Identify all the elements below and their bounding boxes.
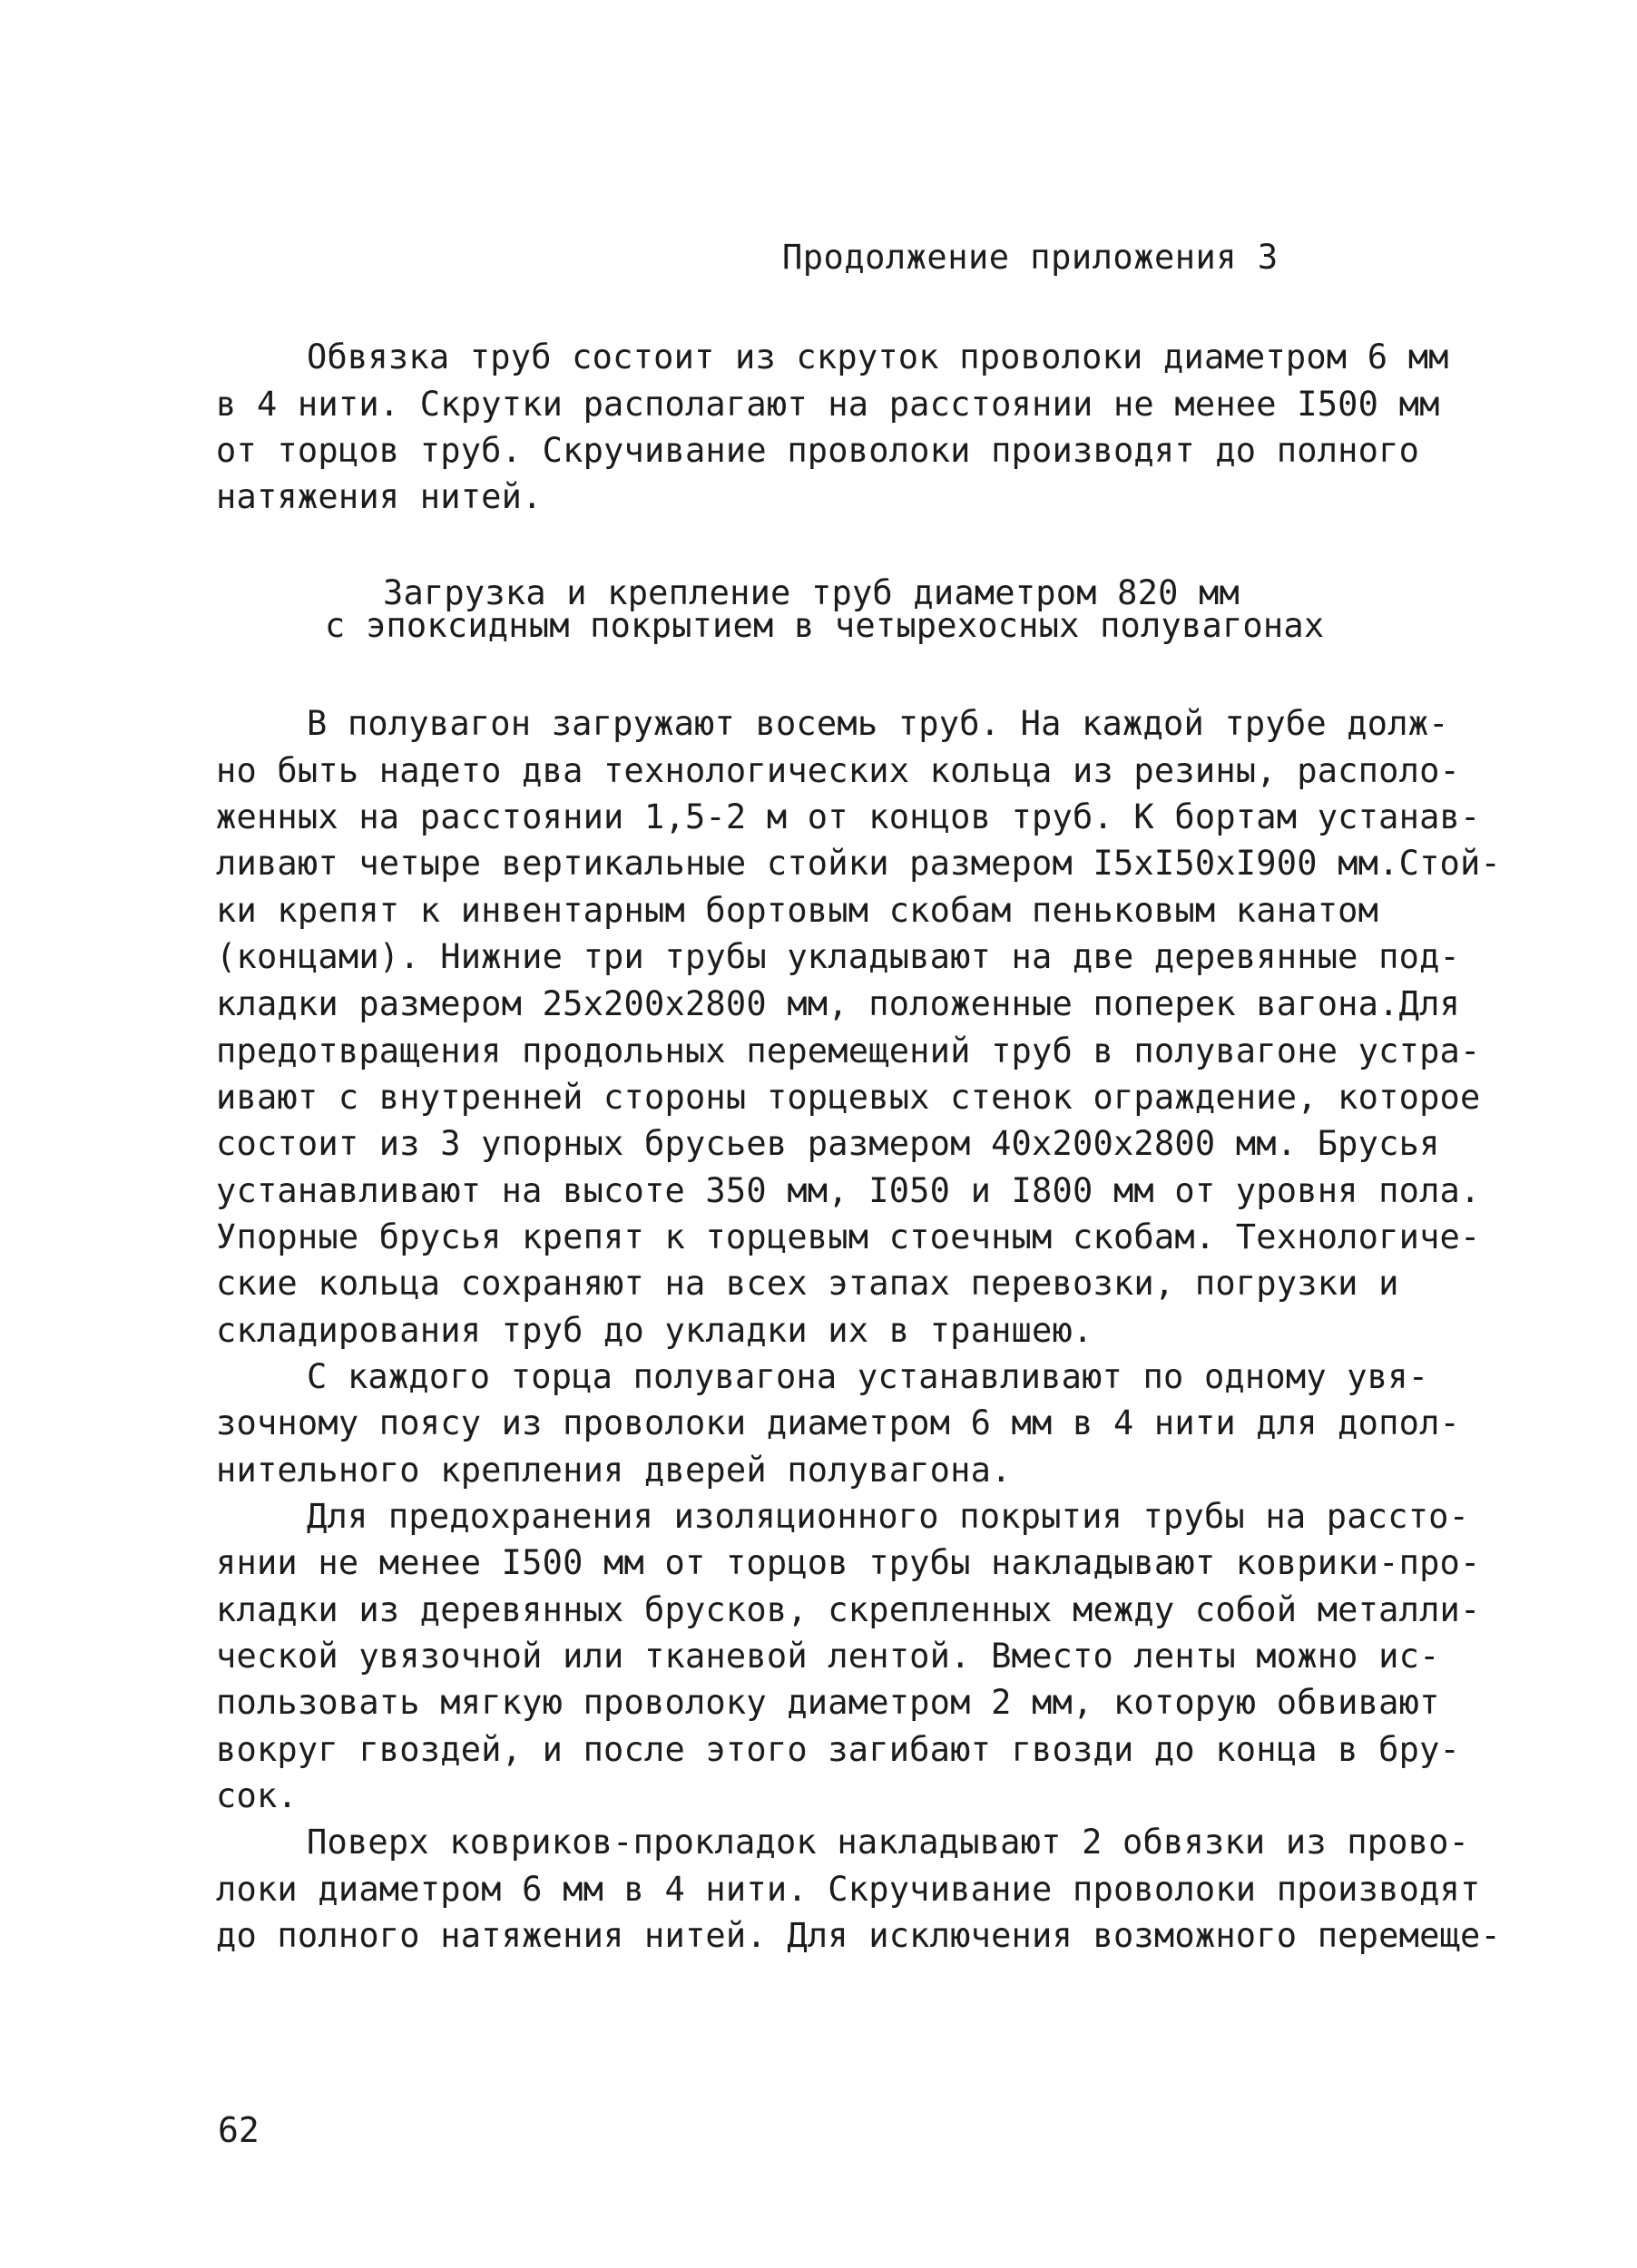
body-line: нительного крепления дверей полувагона. bbox=[216, 1451, 1012, 1490]
body-line: сок. bbox=[216, 1776, 298, 1815]
page-number: 62 bbox=[218, 2110, 260, 2150]
body-line: предотвращения продольных перемещений труб в полувагоне устра- bbox=[216, 1031, 1481, 1070]
body-line: кладки размером 25x200x2800 мм, положенные поперек вагона.Для bbox=[216, 984, 1461, 1023]
appendix-continuation-header: Продолжение приложения 3 bbox=[782, 238, 1279, 277]
intro-line: в 4 нити. Скрутки располагают на расстоянии не менее I500 мм bbox=[216, 385, 1440, 424]
body-line: Для предохранения изоляционного покрытия трубы на рассто- bbox=[307, 1497, 1470, 1536]
body-line: ливают четыре вертикальные стойки размером I5xI50xI900 мм.Стой- bbox=[216, 844, 1501, 883]
body-line: С каждого торца полувагона устанавливают по одному увя- bbox=[307, 1357, 1429, 1396]
body-line: Упорные брусья крепят к торцевым стоечным скобам. Технологиче- bbox=[216, 1217, 1481, 1256]
body-line: вокруг гвоздей, и после этого загибают гвозди до конца в бру- bbox=[216, 1730, 1461, 1769]
body-line: женных на расстоянии 1,5-2 м от концов труб. К бортам устанав- bbox=[216, 797, 1481, 836]
body-line: ки крепят к инвентарным бортовым скобам пеньковым канатом bbox=[216, 891, 1379, 930]
body-line: складирования труб до укладки их в траншею. bbox=[216, 1311, 1093, 1350]
body-line: до полного натяжения нитей. Для исключения возможного перемеще- bbox=[216, 1916, 1501, 1955]
intro-line: натяжения нитей. bbox=[216, 477, 543, 516]
body-line: но быть надето два технологических кольца из резины, располо- bbox=[216, 751, 1461, 790]
intro-line: от торцов труб. Скручивание проволоки производят до полного bbox=[216, 431, 1420, 470]
body-line: В полувагон загружают восемь труб. На каждой трубе долж- bbox=[307, 704, 1449, 743]
body-line: состоит из 3 упорных брусьев размером 40x200x2800 мм. Брусья bbox=[216, 1124, 1440, 1163]
body-line: Поверх ковриков-прокладок накладывают 2 обвязки из прово- bbox=[307, 1823, 1470, 1862]
body-line: ивают с внутренней стороны торцевых стенок ограждение, которое bbox=[216, 1078, 1481, 1117]
body-line: кладки из деревянных брусков, скрепленных между собой металли- bbox=[216, 1590, 1481, 1629]
body-line: устанавливают на высоте 350 мм, I050 и I800 мм от уровня пола. bbox=[216, 1171, 1481, 1210]
body-line: янии не менее I500 мм от торцов трубы накладывают коврики-про- bbox=[216, 1543, 1481, 1582]
body-line: локи диаметром 6 мм в 4 нити. Скручивание проволоки производят bbox=[216, 1870, 1481, 1909]
body-line: ческой увязочной или тканевой лентой. Вместо ленты можно ис- bbox=[216, 1637, 1440, 1676]
body-line: зочному поясу из проволоки диаметром 6 мм в 4 нити для допол- bbox=[216, 1403, 1461, 1442]
body-line: пользовать мягкую проволоку диаметром 2 мм, которую обвивают bbox=[216, 1683, 1440, 1722]
section-title-line: с эпоксидным покрытием в четырехосных полувагонах bbox=[325, 606, 1325, 645]
intro-line: Обвязка труб состоит из скруток проволоки диаметром 6 мм bbox=[307, 337, 1449, 376]
body-line: ские кольца сохраняют на всех этапах перевозки, погрузки и bbox=[216, 1264, 1399, 1303]
section-title-line: Загрузка и крепление труб диаметром 820 мм bbox=[383, 573, 1240, 612]
body-line: (концами). Нижние три трубы укладывают на две деревянные под- bbox=[216, 937, 1461, 976]
